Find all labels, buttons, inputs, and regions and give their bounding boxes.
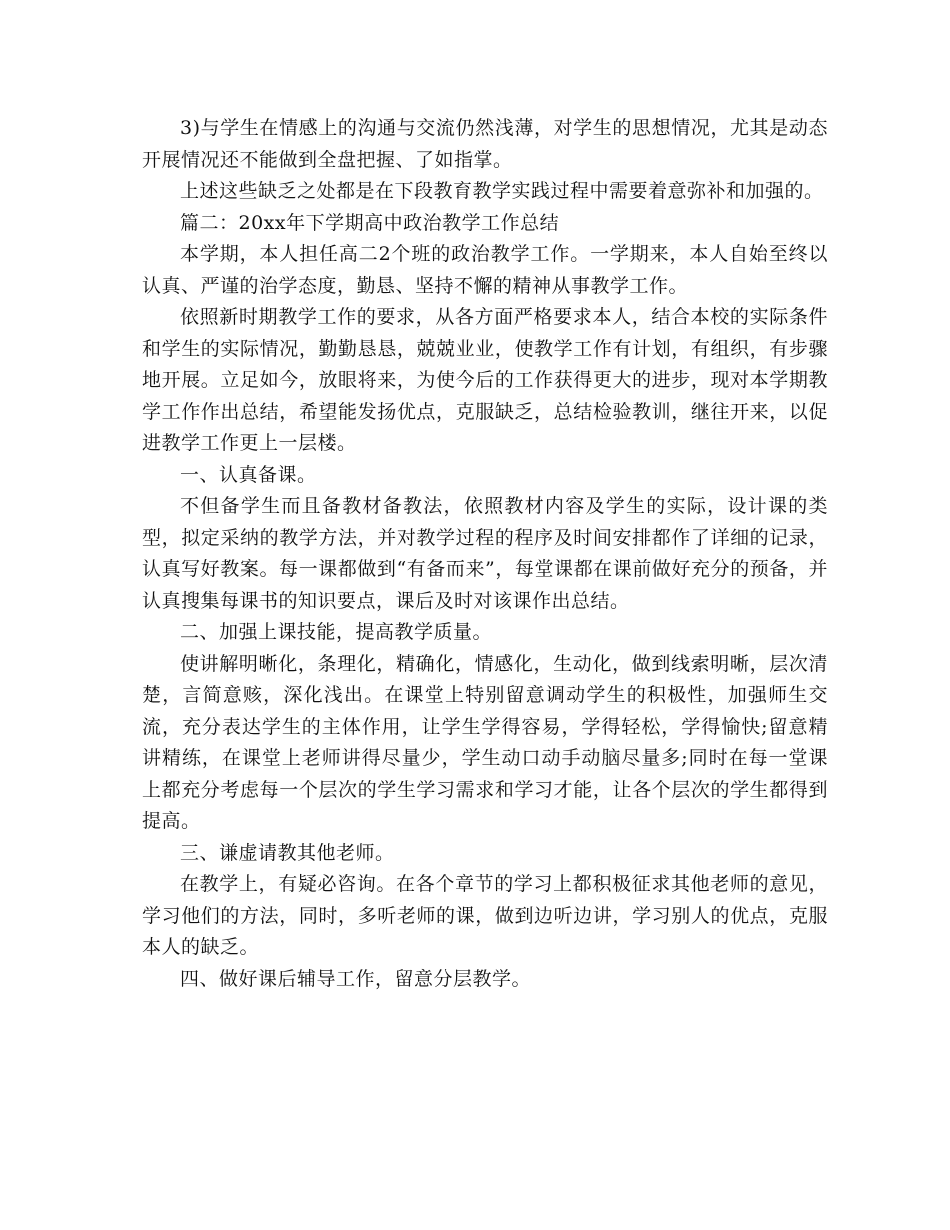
section-heading: 一、认真备课。	[180, 463, 317, 486]
section-heading: 二、加强上课技能，提高教学质量。	[180, 621, 493, 643]
paragraph: 使讲解明晰化，条理化，精确化，情感化，生动化，做到线索明晰，层次清楚，言简意赅，深化浅出。在课堂上特别留意调动学生的积极性，加强师生交流，充分表达学生的主体作用，让学生学得容易，学得轻松，学得愉快;留意精讲精练，在课堂上老师讲得尽量少，学生动口动手动脑尽量多;同时在每一堂课上都充分考虑每一个层次的学生学习需求和学习才能，让各个层次的学生都得到提高。	[142, 652, 828, 832]
paragraph: 本学期，本人担任高二2个班的政治教学工作。一学期来，本人自始至终以认真、严谨的治学态度，勤恳、坚持不懈的精神从事教学工作。	[142, 243, 828, 297]
section-heading: 篇二：20xx年下学期高中政治教学工作总结	[180, 211, 560, 234]
paragraph: 上述这些缺乏之处都是在下段教育教学实践过程中需要着意弥补和加强的。	[180, 180, 824, 202]
section-heading: 三、谦虚请教其他老师。	[180, 841, 395, 864]
paragraph: 不但备学生而且备教材备教法，依照教材内容及学生的实际，设计课的类型，拟定采纳的教学方法，并对教学过程的程序及时间安排都作了详细的记录，认真写好教案。每一课都做到“有备而来”，每堂课都在课前做好充分的预备，并认真搜集每课书的知识要点，课后及时对该课作出总结。	[142, 495, 828, 612]
paragraph: 在教学上，有疑必咨询。在各个章节的学习上都积极征求其他老师的意见，学习他们的方法，同时，多听老师的课，做到边听边讲，学习别人的优点，克服本人的缺乏。	[142, 873, 828, 958]
paragraph: 依照新时期教学工作的要求，从各方面严格要求本人，结合本校的实际条件和学生的实际情况，勤勤恳恳，兢兢业业，使教学工作有计划，有组织，有步骤地开展。立足如今，放眼将来，为使今后的工作获得更大的进步，现对本学期教学工作作出总结，希望能发扬优点，克服缺乏，总结检验教训，继往开来，以促进教学工作更上一层楼。	[142, 306, 828, 454]
document-body	[142, 113, 828, 995]
section-heading: 四、做好课后辅导工作，留意分层教学。	[180, 967, 532, 990]
paragraph: 3)与学生在情感上的沟通与交流仍然浅薄，对学生的思想情况，尤其是动态开展情况还不能做到全盘把握、了如指掌。	[142, 117, 828, 171]
